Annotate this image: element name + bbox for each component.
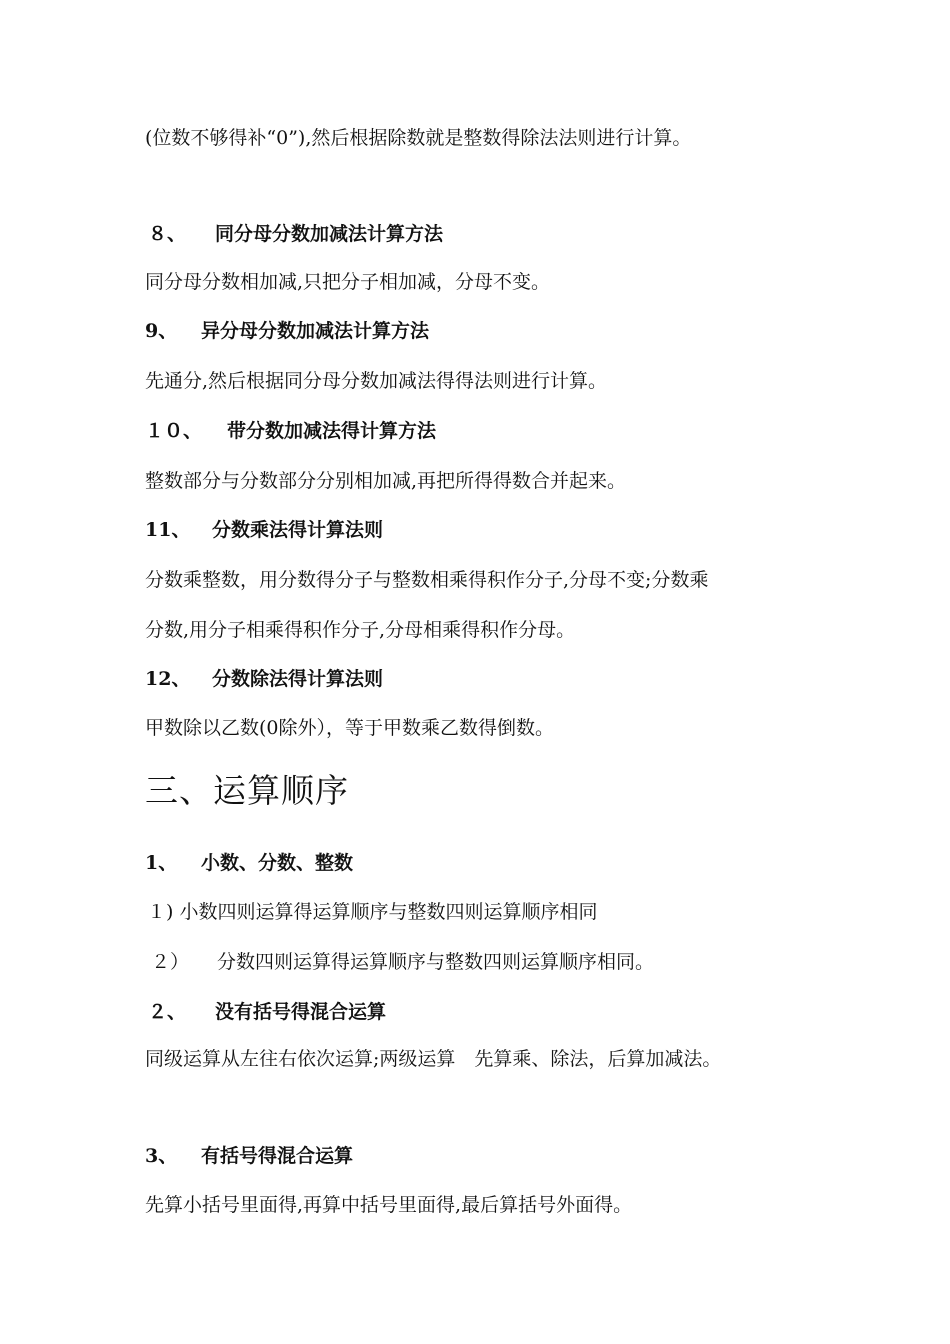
heading-9-title: 异分母分数加减法计算方法 (201, 320, 430, 342)
heading-12-title: 分数除法得计算法则 (212, 668, 384, 690)
paragraph-s3: 先算小括号里面得,再算中括号里面得,最后算括号外面得。 (145, 1194, 633, 1216)
subheading-3-number: 3、 (145, 1145, 178, 1167)
heading-10-number: １０、 (145, 420, 203, 442)
heading-10 (145, 419, 436, 443)
subheading-1-number: 1、 (145, 852, 178, 874)
heading-9 (145, 319, 429, 343)
paragraph-11-line-2: 分数,用分子相乘得积作分子,分母相乘得积作分母。 (145, 619, 576, 641)
heading-12 (145, 667, 383, 691)
item-1-2 (151, 950, 654, 974)
paragraph-division-rule: (位数不够得补“0”),然后根据除数就是整数得除法法则进行计算。 (145, 127, 692, 149)
paragraph-s2: 同级运算从左往右依次运算;两级运算 先算乘、除法，后算加减法。 (145, 1048, 722, 1070)
paragraph-11-line-1: 分数乘整数，用分数得分子与整数相乘得积作分子,分母不变;分数乘 (145, 569, 709, 591)
heading-9-number: 9、 (145, 320, 178, 342)
item-1-1: １) 小数四则运算得运算顺序与整数四则运算顺序相同 (147, 901, 598, 923)
heading-10-title: 带分数加减法得计算方法 (227, 420, 437, 442)
item-1-2-number: ２） (151, 951, 190, 973)
heading-12-number: 12、 (145, 668, 191, 690)
section-title-3: 三、运算顺序 (145, 771, 349, 810)
heading-8-number: ８、 (148, 223, 187, 245)
heading-8-title: 同分母分数加减法计算方法 (215, 223, 444, 245)
paragraph-12: 甲数除以乙数(0除外），等于甲数乘乙数得倒数。 (145, 717, 555, 739)
subheading-3 (145, 1144, 353, 1168)
paragraph-10: 整数部分与分数部分分别相加减,再把所得得数合并起来。 (145, 470, 627, 492)
heading-11-number: 11、 (145, 519, 191, 541)
subheading-2 (145, 1000, 386, 1024)
subheading-2-number: ２、 (148, 1001, 187, 1023)
heading-11-title: 分数乘法得计算法则 (212, 519, 384, 541)
paragraph-8: 同分母分数相加减,只把分子相加减，分母不变。 (145, 271, 551, 293)
item-1-2-text: 分数四则运算得运算顺序与整数四则运算顺序相同。 (217, 951, 655, 973)
paragraph-9: 先通分,然后根据同分母分数加减法得得法则进行计算。 (145, 370, 608, 392)
subheading-2-title: 没有括号得混合运算 (215, 1001, 387, 1023)
heading-11 (145, 518, 383, 542)
heading-8 (145, 222, 443, 246)
subheading-3-title: 有括号得混合运算 (201, 1145, 354, 1167)
subheading-1 (145, 851, 353, 875)
subheading-1-title: 小数、分数、整数 (201, 852, 354, 874)
